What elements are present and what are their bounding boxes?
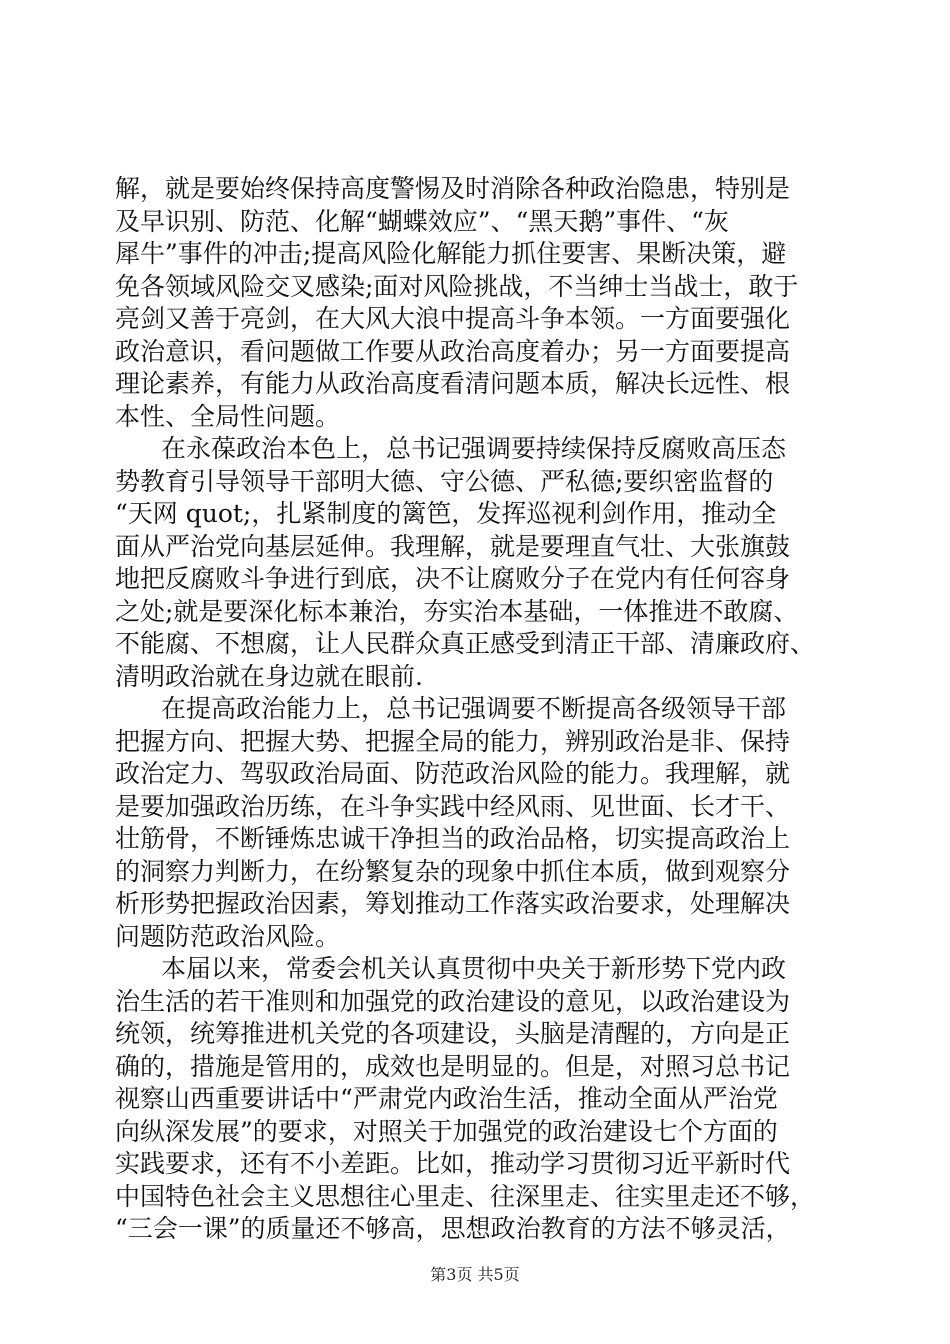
paragraph-first-line: 在提高政治能力上，总书记强调要不断提高各级领导干部 [161, 694, 787, 723]
text-line: 犀牛”事件的冲击;提高风险化解能力抓住要害、果断决策，避 [115, 239, 787, 268]
text-line: 向纵深发展”的要求，对照关于加强党的政治建设七个方面的 [115, 1116, 778, 1146]
text-line: 本性、全局性问题。 [115, 401, 341, 431]
text-line: 政治定力、驾驭政治局面、防范政治风险的能力。我理解，就 [115, 759, 791, 788]
text-line: “天网 quot;，扎紧制度的篱笆，发挥巡视利剑作用，推动全 [115, 499, 777, 528]
text-line: 势教育引导领导干部明大德、守公德、严私德;要织密监督的 [115, 466, 774, 496]
text-line: 析形势把握政治因素，筹划推动工作落实政治要求，处理解决 [115, 889, 791, 918]
body-text [115, 173, 835, 1246]
paragraph-first-line: 在永葆政治本色上，总书记强调要持续保持反腐败高压态 [161, 434, 787, 463]
text-line: 亮剑又善于亮剑，在大风大浪中提高斗争本领。一方面要强化 [115, 304, 791, 333]
text-line: 是要加强政治历练，在斗争实践中经风雨、见世面、长才干、 [115, 791, 791, 821]
page-number-footer: 第3页 共5页 [430, 1265, 520, 1284]
text-line: 理论素养，有能力从政治高度看清问题本质，解决长远性、根 [115, 369, 791, 398]
paragraph-first-line: 本届以来，常委会机关认真贯彻中央关于新形势下党内政 [161, 954, 787, 983]
text-line: 解，就是要始终保持高度警惕及时消除各种政治隐患，特别是 [115, 174, 791, 203]
text-line: 免各领域风险交叉感染;面对风险挑战，不当绅士当战士，敢于 [115, 271, 799, 301]
text-line: 壮筋骨，不断锤炼忠诚干净担当的政治品格，切实提高政治上 [115, 824, 791, 853]
text-line: 面从严治党向基层延伸。我理解，就是要理直气壮、大张旗鼓 [115, 531, 791, 561]
text-line: 中国特色社会主义思想往心里走、往深里走、往实里走还不够， [115, 1181, 816, 1211]
text-line: 的洞察力判断力，在纷繁复杂的现象中抓住本质，做到观察分 [115, 856, 791, 886]
text-line: 之处;就是要深化标本兼治，夯实治本基础，一体推进不敢腐、 [115, 596, 799, 626]
text-line: 问题防范政治风险。 [115, 921, 341, 951]
text-line: 视察山西重要讲话中“严肃党内政治生活，推动全面从严治党 [115, 1084, 778, 1113]
text-line: “三会一课”的质量还不够高，思想政治教育的方法不够灵活， [115, 1214, 791, 1243]
text-line: 统领，统筹推进机关党的各项建设，头脑是清醒的，方向是正 [115, 1019, 791, 1048]
text-line: 不能腐、不想腐，让人民群众真正感受到清正干部、清廉政府、 [115, 629, 816, 658]
text-line: 治生活的若干准则和加强党的政治建设的意见，以政治建设为 [115, 986, 791, 1016]
text-line: 清明政治就在身边就在眼前. [115, 661, 423, 691]
text-line: 确的，措施是管用的，成效也是明显的。但是，对照习总书记 [115, 1051, 791, 1081]
text-line: 地把反腐败斗争进行到底，决不让腐败分子在党内有任何容身 [115, 564, 791, 593]
text-line: 把握方向、把握大势、把握全局的能力，辨别政治是非、保持 [115, 726, 791, 756]
text-line: 及早识别、防范、化解“蝴蝶效应”、“黑天鹅”事件、“灰 [115, 206, 729, 236]
text-line: 政治意识，看问题做工作要从政治高度着办；另一方面要提高 [115, 336, 791, 366]
text-line: 实践要求，还有不小差距。比如，推动学习贯彻习近平新时代 [115, 1149, 791, 1178]
